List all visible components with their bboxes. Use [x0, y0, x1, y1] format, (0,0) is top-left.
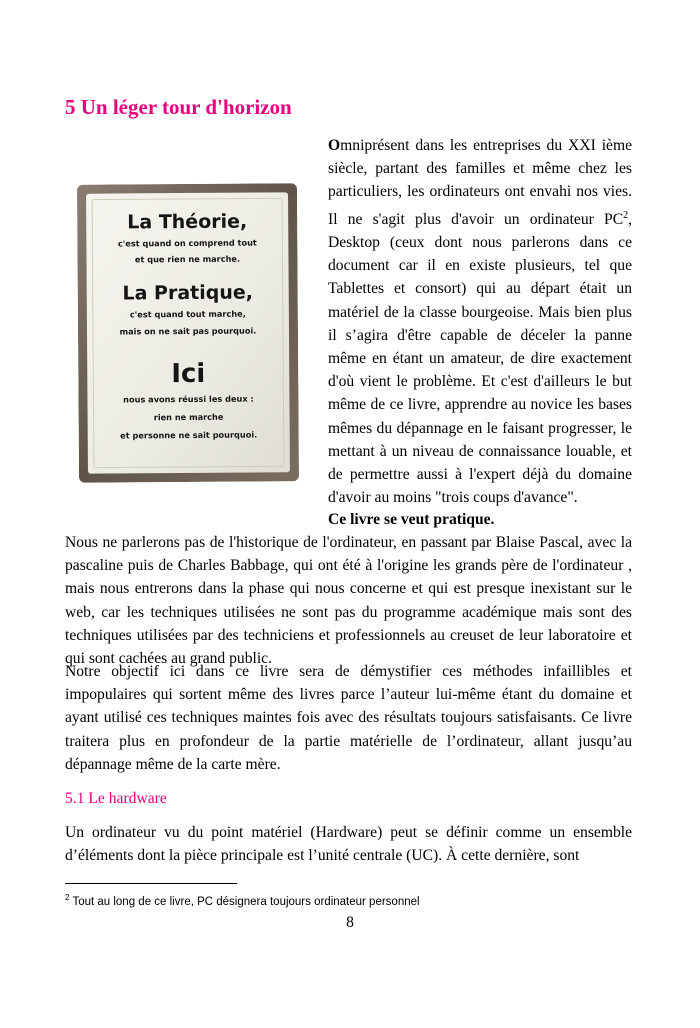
footnote-number: 2	[65, 893, 70, 902]
plaque-line-5: c'est quand tout marche,	[129, 308, 246, 320]
plaque-photo	[77, 183, 299, 483]
footnote-text: Tout au long de ce livre, PC désignera toujours ordinateur personnel	[69, 895, 420, 908]
plaque-line-2: c'est quand on comprend tout	[117, 237, 257, 249]
intro-paragraph	[328, 134, 632, 509]
plaque-line-8: nous avons réussi les deux :	[123, 393, 254, 405]
footnote-ref: 2	[623, 209, 629, 221]
intro-emphasis: Ce livre se veut pratique.	[328, 511, 495, 528]
paragraph-objective: Notre objectif ici dans ce livre sera de démystifier ces méthodes infaillibles et impopulaires qui sortent même des livres parce l’auteur lui-même étant du domaine et ayant utilisé ces techniques maintes fois avec des résultats toujours satisfaisants. Ce livre traitera plus en profondeur de la partie matérielle de l’ordinateur, allant jusqu’au dépannage même de la carte mère.	[65, 663, 632, 773]
plaque-line-6: mais on ne sait pas pourquoi.	[119, 325, 257, 337]
plaque-line-3: et que rien ne marche.	[134, 253, 241, 265]
intro-text-2: , Desktop (ceux dont nous parlerons dans ce document car il en existe plusieurs, tel que Tablettes et consort) qui au départ était un matériel de la classe bourgeoise. Mais bien plus il s’agira d'être capable de déceler la panne même en étant un amateur, de dire exactement d'où vient le problème. Et c'est d'ailleurs le but même de ce livre, apprendre au novice les bases mêmes du dépannage en le faisant progresser, le mettant à un niveau de connaissance louable, et de permettre aussi à l'expert déjà du domaine d'avoir au moins "trois coups d'avance".	[328, 210, 632, 507]
footnote	[65, 890, 420, 910]
page-number: 8	[346, 914, 354, 931]
drop-letter: O	[328, 137, 341, 154]
footnote-divider	[65, 883, 237, 884]
plaque-line-4: La Pratique,	[122, 281, 254, 305]
plaque-line-7: Ici	[171, 358, 206, 390]
paragraph-history: Nous ne parlerons pas de l'historique de l'ordinateur, en passant par Blaise Pascal, avec la pascaline puis de Charles Babbage, qui ont été à l'origine les grands père de l'ordinateur , mais nous entrerons dans la phase qui nous concerne et qui est presque inexistant sur le web, car les techniques utilisées ne sont pas du programme académique mais sont des techniques utilisées par des techniciens et professionnels au creuset de leur laboratoire et qui sont cachées au grand public.	[65, 534, 632, 668]
plaque-line-1: La Théorie,	[127, 210, 248, 234]
section-heading: 5 Un léger tour d'horizon	[65, 95, 292, 119]
intro-text-1: mniprésent dans les entreprises du XXI ième siècle, partant des familles et même chez les particuliers, les ordinateurs ont envahi nos vies. Il ne s'agit plus d'avoir un ordinateur PC	[328, 137, 632, 228]
subsection-heading: 5.1 Le hardware	[65, 790, 167, 807]
plaque-line-10: et personne ne sait pourquoi.	[120, 429, 258, 441]
paragraph-hardware: Un ordinateur vu du point matériel (Hardware) peut se définir comme un ensemble d’éléments dont la pièce principale est l’unité centrale (UC). À cette dernière, sont	[65, 824, 632, 865]
plaque-line-9: rien ne marche	[153, 411, 224, 423]
